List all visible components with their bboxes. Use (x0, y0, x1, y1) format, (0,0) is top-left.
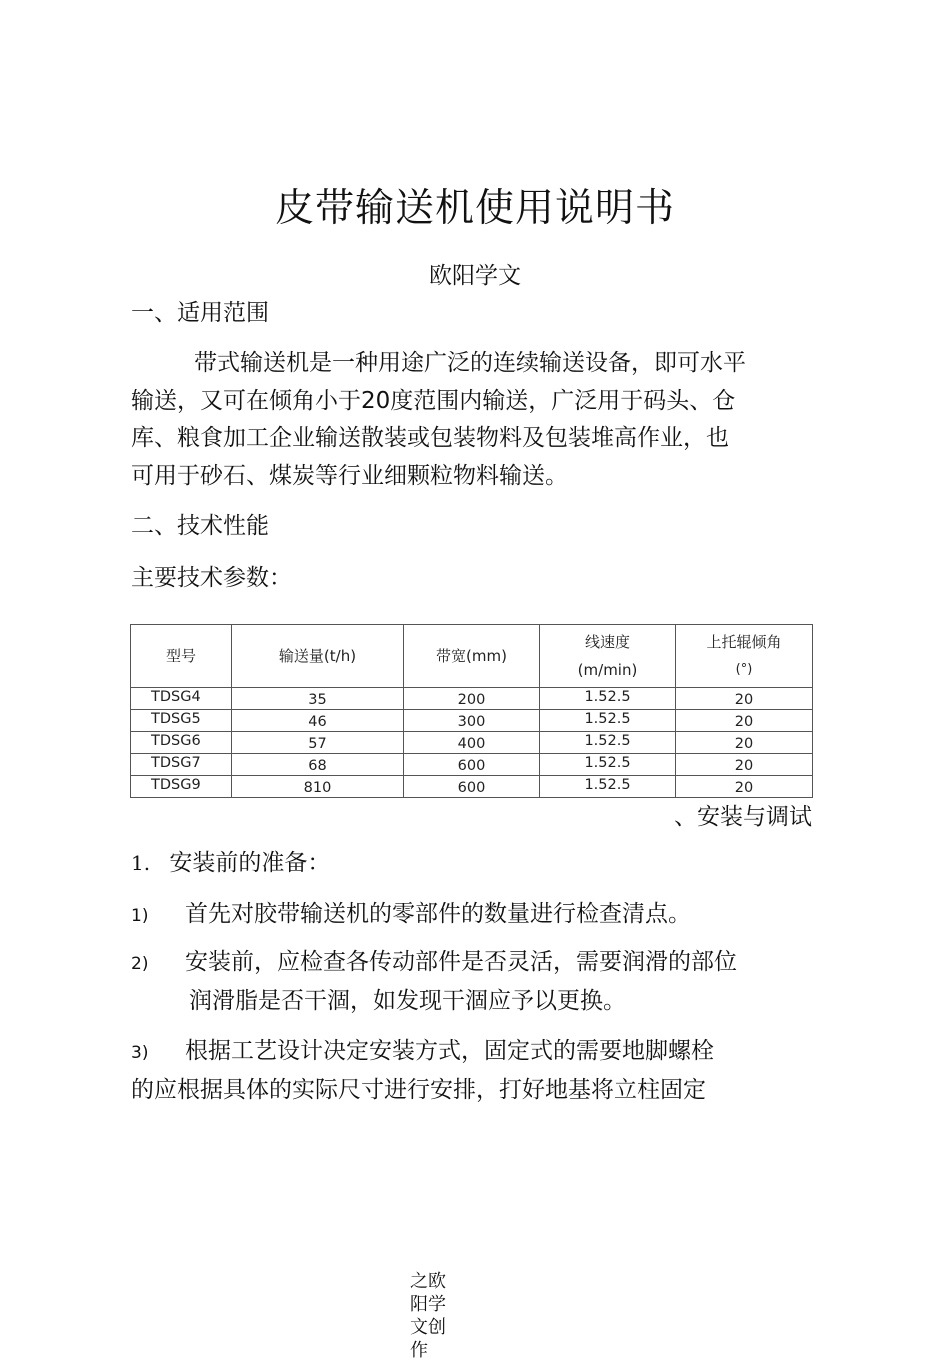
cell-capacity: 810 (232, 776, 404, 798)
list-item-text: 安装前，应检查各传动部件是否灵活，需要润滑的部位 (185, 949, 737, 975)
section-heading-scope: 一、适用范围 (131, 300, 269, 326)
header-line-speed (540, 625, 676, 688)
header-line-speed-label: 线速度 (584, 633, 630, 651)
list-item-text: 润滑脂是否干涸，如发现干涸应予以更换。 (189, 988, 626, 1014)
paragraph-line: 可用于砂石、煤炭等行业细颗粒物料输送。 (131, 462, 568, 489)
scope-paragraph (131, 345, 821, 495)
list-item-text: 根据工艺设计决定安装方式，固定式的需要地脚螺栓 (185, 1038, 714, 1064)
cell-capacity: 57 (232, 732, 404, 754)
table-row (131, 776, 813, 798)
cell-speed: 1.52.5 (540, 688, 676, 710)
cell-belt-width: 400 (404, 732, 540, 754)
table-row (131, 688, 813, 710)
cell-capacity: 46 (232, 710, 404, 732)
cell-angle: 20 (676, 754, 813, 776)
cell-angle: 20 (676, 688, 813, 710)
author-name: 欧阳学文 (429, 263, 521, 289)
table-header-row (131, 625, 813, 688)
table-row (131, 732, 813, 754)
page-footer: 之欧阳学文创作 (410, 1271, 446, 1361)
list-item (131, 944, 831, 1020)
table-row (131, 710, 813, 732)
header-idler-angle-unit: (°) (735, 662, 753, 677)
list-item (131, 1033, 831, 1109)
cell-capacity: 35 (232, 688, 404, 710)
header-idler-angle (676, 625, 813, 688)
header-line-speed-unit: (m/min) (577, 661, 638, 679)
list-item (131, 896, 831, 935)
paragraph-line: 输送，又可在倾角小于20度范围内输送，广泛用于码头、仓 (131, 387, 736, 414)
step-1-label: 安装前的准备： (169, 850, 331, 876)
table-row (131, 754, 813, 776)
header-model: 型号 (131, 625, 232, 688)
cell-model: TDSG5 (131, 710, 232, 732)
cell-speed: 1.52.5 (540, 776, 676, 798)
step-1-heading (131, 846, 330, 880)
cell-model: TDSG6 (131, 732, 232, 754)
cell-speed: 1.52.5 (540, 710, 676, 732)
paragraph-line: 库、粮食加工企业输送散装或包装物料及包装堆高作业，也 (131, 425, 729, 451)
cell-angle: 20 (676, 710, 813, 732)
spec-table (130, 624, 813, 798)
list-item-number: 1) (131, 906, 149, 926)
cell-belt-width: 600 (404, 754, 540, 776)
list-item-text: 的应根据具体的实际尺寸进行安排，打好地基将立柱固定 (131, 1077, 706, 1103)
section-heading-install: 、安装与调试 (674, 804, 812, 830)
list-item-number: 2) (131, 954, 149, 974)
header-idler-angle-label: 上托辊倾角 (706, 633, 782, 651)
section-heading-performance: 二、技术性能 (131, 513, 269, 539)
paragraph-line: 带式输送机是一种用途广泛的连续输送设备，即可水平 (194, 350, 746, 376)
cell-belt-width: 300 (404, 710, 540, 732)
list-item-number: 3) (131, 1043, 149, 1063)
cell-belt-width: 600 (404, 776, 540, 798)
cell-speed: 1.52.5 (540, 754, 676, 776)
document-title: 皮带输送机使用说明书 (274, 186, 675, 231)
header-belt-width: 带宽(mm) (404, 625, 540, 688)
step-1-number: 1. (131, 851, 151, 875)
cell-model: TDSG4 (131, 688, 232, 710)
cell-model: TDSG7 (131, 754, 232, 776)
params-subheading: 主要技术参数： (131, 565, 292, 591)
header-capacity: 输送量(t/h) (232, 625, 404, 688)
cell-speed: 1.52.5 (540, 732, 676, 754)
cell-angle: 20 (676, 776, 813, 798)
list-item-text: 首先对胶带输送机的零部件的数量进行检查清点。 (185, 901, 691, 927)
cell-capacity: 68 (232, 754, 404, 776)
cell-angle: 20 (676, 732, 813, 754)
cell-belt-width: 200 (404, 688, 540, 710)
cell-model: TDSG9 (131, 776, 232, 798)
